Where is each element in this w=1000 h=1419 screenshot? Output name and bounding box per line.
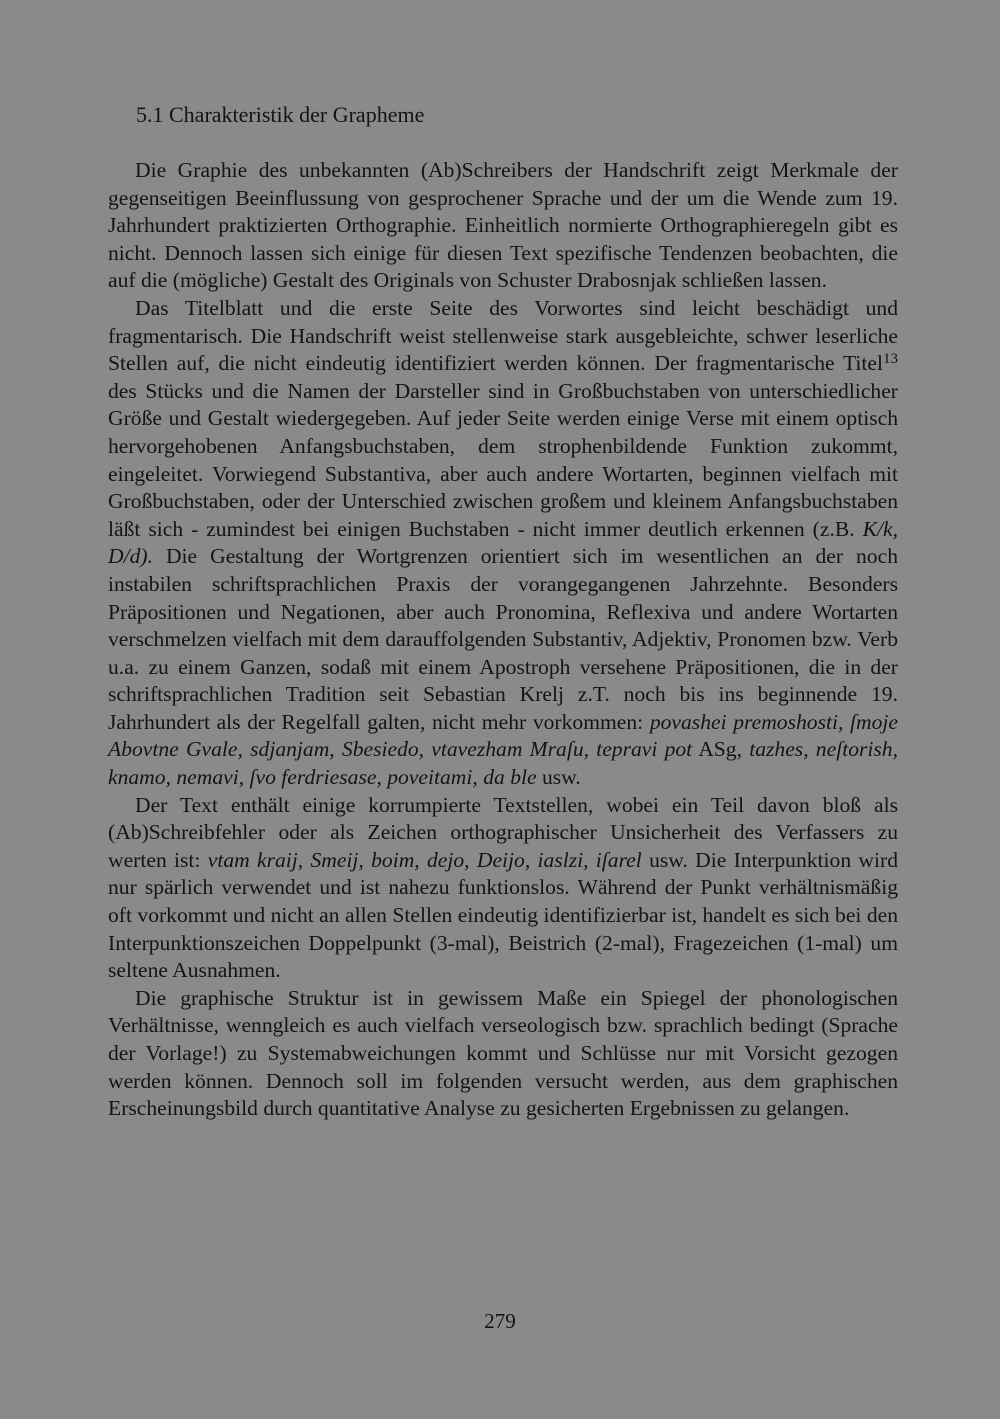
example-words-2: tazhes, neſtorish, knamo, nemavi, ſvo ferdriesase, poveitami, da ble — [108, 737, 898, 790]
example-letters: K/k, D/d). — [108, 516, 898, 569]
paragraph-2-text-b: des Stücks und die Namen der Darsteller sind in Großbuchstaben von unterschiedlicher Größe und Gestalt wiedergegeben. Auf jeder Seite werden einige Verse mit einem optisch hervorgehobenen Anfangsbuchstaben, dem strophenbildende Funktion zukommt, eingeleitet. Vorwiegend Substantiva, aber auch andere Wortarten, beginnen vielfach mit Großbuchstaben, oder der Unterschied zwischen großem und kleinem Anfangsbuchstaben läßt sich - zumindest bei einigen Buchstaben - nicht immer deutlich erkennen (z.B. — [108, 378, 898, 541]
example-words-1: povashei premoshosti, ſmoje Abovtne Gvale, sdjanjam, Sbesiedo, vtavezham Mraſu, tepravi pot — [108, 709, 898, 762]
paragraph-2-text-e: usw. — [536, 765, 581, 790]
paragraph-2-text-a: Das Titelblatt und die erste Seite des Vorwortes sind leicht beschädigt und fragmentarisch. Die Handschrift weist stellenweise stark ausgebleichte, schwer leserliche Stellen auf, die nicht eindeutig identifiziert werden können. Der fragmentarische Titel — [108, 295, 898, 376]
paragraph-2-text-c: Die Gestaltung der Wortgrenzen orientiert sich im wesentlichen an der noch instabilen schriftsprachlichen Praxis der vorangegangenen Jahrzehnte. Besonders Präpositionen und Negationen, aber auch Pronomina, Reflexiva und andere Wortarten verschmelzen vielfach mit dem darauffolgenden Substantiv, Adjektiv, Pronomen bzw. Verb u.a. zu einem Ganzen, sodaß mit einem Apostroph versehene Präpositionen, die in der schriftsprachlichen Tradition seit Sebastian Krelj z.T. noch bis ins beginnende 19. Jahrhundert als der Regelfall galten, nicht mehr vorkommen: — [108, 544, 898, 734]
paragraph-2 — [108, 295, 898, 792]
paragraph-3-text-a: Der Text enthält einige korrumpierte Textstellen, wobei ein Teil davon bloß als (Ab)Schreibfehler oder als Zeichen orthographischer Unsicherheit des Verfassers zu werten ist: — [108, 792, 898, 872]
paragraph-3 — [108, 792, 898, 985]
page-number: 279 — [484, 1309, 516, 1333]
paragraph-1: Die Graphie des unbekannten (Ab)Schreibers der Handschrift zeigt Merkmale der gegenseitigen Beeinflussung von gesprochener Sprache und der um die Wende zum 19. Jahrhundert praktizierten Orthographie. Einheitlich normierte Orthographieregeln gibt es nicht. Dennoch lassen sich einige für diesen Text spezifische Tendenzen beobachten, die auf die (mögliche) Gestalt des Originals von Schuster Drabosnjak schließen lassen. — [108, 158, 898, 293]
paragraph-3-text-b: usw. Die Interpunktion wird nur spärlich verwendet und ist nahezu funktionslos. Während der Punkt verhältnismäßig oft vorkommt und nicht an allen Stellen eindeutig identifizierbar ist, handelt es sich bei den Interpunktionszeichen Doppelpunkt (3-mal), Beistrich (2-mal), Fragezeichen (1-mal) um seltene Ausnahmen. — [108, 847, 899, 983]
paragraph-2-text-d: ASg, — [692, 737, 750, 762]
paragraph-4: Die graphische Struktur ist in gewissem Maße ein Spiegel der phonologischen Verhältnisse, wenngleich es auch vielfach verseologisch bzw. sprachlich bedingt (Sprache der Vorlage!) zu Systemabweichungen kommt und Schlüsse nur mit Vorsicht gezogen werden können. Dennoch soll im folgenden versucht werden, aus dem graphischen Erscheinungsbild durch quantitative Analyse zu gesicherten Ergebnissen zu gelangen. — [108, 985, 898, 1121]
section-heading: 5.1 Charakteristik der Grapheme — [136, 102, 425, 127]
example-corrupt-words: vtam kraij, Smeij, boim, dejo, Deijo, iaslzi, iſarel — [207, 847, 642, 872]
footnote-marker: 13 — [883, 351, 898, 368]
body-text — [108, 157, 898, 1123]
